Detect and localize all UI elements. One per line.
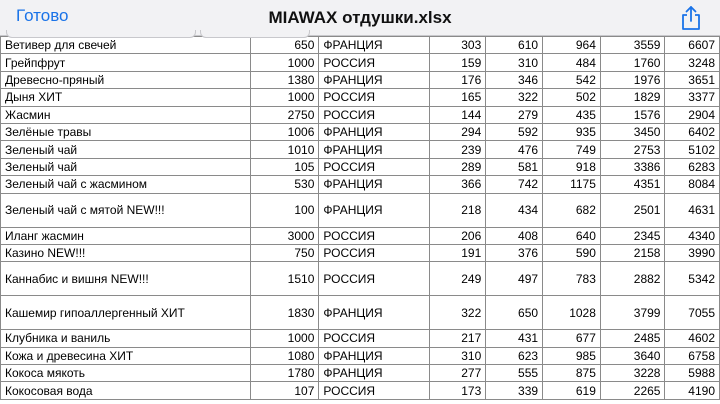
cell-value[interactable]: 322 bbox=[429, 296, 486, 330]
cell-value[interactable]: 435 bbox=[543, 106, 601, 123]
cell-country[interactable]: РОССИЯ bbox=[319, 330, 429, 347]
cell-name[interactable]: Зеленый чай bbox=[1, 158, 251, 175]
cell-value[interactable]: 1028 bbox=[543, 296, 601, 330]
table-row bbox=[1, 37, 720, 54]
cell-value[interactable]: 339 bbox=[486, 382, 543, 399]
cell-value[interactable]: 4351 bbox=[600, 176, 665, 193]
cell-value[interactable]: 1175 bbox=[543, 176, 601, 193]
cell-value[interactable]: 5342 bbox=[665, 262, 720, 296]
share-icon[interactable] bbox=[680, 5, 702, 31]
table-row bbox=[1, 193, 720, 227]
cell-value[interactable]: 217 bbox=[429, 330, 486, 347]
cell-name[interactable]: Кокоса мякоть bbox=[1, 365, 251, 382]
cell-value[interactable]: 176 bbox=[429, 71, 486, 88]
cell-value[interactable]: 6607 bbox=[665, 37, 720, 54]
cell-name[interactable]: Зелёные травы bbox=[1, 123, 251, 140]
cell-value[interactable]: 1576 bbox=[600, 106, 665, 123]
cell-value[interactable]: 191 bbox=[429, 244, 486, 261]
table-row bbox=[1, 71, 720, 88]
cell-value[interactable]: 249 bbox=[429, 262, 486, 296]
cell-value[interactable]: 159 bbox=[429, 54, 486, 71]
cell-country[interactable]: ФРАНЦИЯ bbox=[319, 193, 429, 227]
cell-value[interactable]: 1829 bbox=[600, 89, 665, 106]
cell-name[interactable]: Зеленый чай с мятой NEW!!! bbox=[1, 193, 251, 227]
cell-value[interactable]: 2485 bbox=[600, 330, 665, 347]
sheet-tab[interactable] bbox=[200, 30, 310, 38]
cell-name[interactable]: Грейпфрут bbox=[1, 54, 251, 71]
cell-value[interactable]: 783 bbox=[543, 262, 601, 296]
cell-value[interactable]: 8084 bbox=[665, 176, 720, 193]
cell-value[interactable]: 2904 bbox=[665, 106, 720, 123]
cell-quantity[interactable]: 1780 bbox=[251, 365, 319, 382]
cell-value[interactable]: 434 bbox=[486, 193, 543, 227]
cell-country[interactable]: ФРАНЦИЯ bbox=[319, 365, 429, 382]
cell-value[interactable]: 650 bbox=[486, 296, 543, 330]
table-row bbox=[1, 262, 720, 296]
sheet-tab[interactable] bbox=[6, 30, 196, 38]
cell-country[interactable]: РОССИЯ bbox=[319, 244, 429, 261]
cell-value[interactable]: 590 bbox=[543, 244, 601, 261]
cell-value[interactable]: 985 bbox=[543, 347, 601, 364]
cell-value[interactable]: 218 bbox=[429, 193, 486, 227]
cell-country[interactable]: ФРАНЦИЯ bbox=[319, 71, 429, 88]
cell-country[interactable]: ФРАНЦИЯ bbox=[319, 123, 429, 140]
cell-value[interactable]: 3450 bbox=[600, 123, 665, 140]
cell-value[interactable]: 640 bbox=[543, 227, 601, 244]
table-row bbox=[1, 106, 720, 123]
cell-quantity[interactable]: 1830 bbox=[251, 296, 319, 330]
cell-value[interactable]: 4631 bbox=[665, 193, 720, 227]
cell-value[interactable]: 3248 bbox=[665, 54, 720, 71]
cell-quantity[interactable]: 1010 bbox=[251, 141, 319, 158]
sheet-tab-strip bbox=[0, 30, 720, 38]
cell-country[interactable]: РОССИЯ bbox=[319, 158, 429, 175]
cell-value[interactable]: 476 bbox=[486, 141, 543, 158]
cell-value[interactable]: 555 bbox=[486, 365, 543, 382]
cell-quantity[interactable]: 1000 bbox=[251, 89, 319, 106]
cell-value[interactable]: 749 bbox=[543, 141, 601, 158]
cell-name[interactable]: Древесно-пряный bbox=[1, 71, 251, 88]
cell-name[interactable]: Ветивер для свечей bbox=[1, 37, 251, 54]
document-title: MIAWAX отдушки.xlsx bbox=[268, 7, 452, 27]
cell-value[interactable]: 206 bbox=[429, 227, 486, 244]
cell-value[interactable]: 3377 bbox=[665, 89, 720, 106]
cell-value[interactable]: 289 bbox=[429, 158, 486, 175]
cell-value[interactable]: 1976 bbox=[600, 71, 665, 88]
cell-value[interactable]: 2753 bbox=[600, 141, 665, 158]
cell-value[interactable]: 6758 bbox=[665, 347, 720, 364]
cell-value[interactable]: 322 bbox=[486, 89, 543, 106]
cell-value[interactable]: 6283 bbox=[665, 158, 720, 175]
cell-value[interactable]: 3640 bbox=[600, 347, 665, 364]
cell-value[interactable]: 2265 bbox=[600, 382, 665, 399]
cell-value[interactable]: 502 bbox=[543, 89, 601, 106]
cell-value[interactable]: 366 bbox=[429, 176, 486, 193]
cell-country[interactable]: РОССИЯ bbox=[319, 54, 429, 71]
cell-value[interactable]: 4340 bbox=[665, 227, 720, 244]
table-row bbox=[1, 89, 720, 106]
cell-quantity[interactable]: 1380 bbox=[251, 71, 319, 88]
data-table bbox=[0, 36, 720, 400]
table-row bbox=[1, 244, 720, 261]
cell-value[interactable]: 277 bbox=[429, 365, 486, 382]
cell-quantity[interactable]: 1000 bbox=[251, 330, 319, 347]
cell-value[interactable]: 875 bbox=[543, 365, 601, 382]
cell-quantity[interactable]: 1510 bbox=[251, 262, 319, 296]
cell-value[interactable]: 431 bbox=[486, 330, 543, 347]
table-row bbox=[1, 347, 720, 364]
cell-value[interactable]: 144 bbox=[429, 106, 486, 123]
cell-value[interactable]: 592 bbox=[486, 123, 543, 140]
cell-country[interactable]: ФРАНЦИЯ bbox=[319, 37, 429, 54]
cell-value[interactable]: 4602 bbox=[665, 330, 720, 347]
cell-country[interactable]: ФРАНЦИЯ bbox=[319, 176, 429, 193]
cell-value[interactable]: 2501 bbox=[600, 193, 665, 227]
cell-quantity[interactable]: 530 bbox=[251, 176, 319, 193]
cell-value[interactable]: 294 bbox=[429, 123, 486, 140]
cell-quantity[interactable]: 107 bbox=[251, 382, 319, 399]
cell-value[interactable]: 165 bbox=[429, 89, 486, 106]
cell-value[interactable]: 376 bbox=[486, 244, 543, 261]
cell-value[interactable]: 6402 bbox=[665, 123, 720, 140]
cell-value[interactable]: 918 bbox=[543, 158, 601, 175]
cell-name[interactable]: Жасмин bbox=[1, 106, 251, 123]
table-row bbox=[1, 330, 720, 347]
cell-name[interactable]: Клубника и ваниль bbox=[1, 330, 251, 347]
cell-name[interactable]: Кашемир гипоаллергенный ХИТ bbox=[1, 296, 251, 330]
table-row bbox=[1, 54, 720, 71]
cell-value[interactable]: 3799 bbox=[600, 296, 665, 330]
cell-quantity[interactable]: 3000 bbox=[251, 227, 319, 244]
table-row bbox=[1, 123, 720, 140]
cell-quantity[interactable]: 650 bbox=[251, 37, 319, 54]
cell-value[interactable]: 2345 bbox=[600, 227, 665, 244]
cell-value[interactable]: 3651 bbox=[665, 71, 720, 88]
cell-name[interactable]: Кожа и древесина ХИТ bbox=[1, 347, 251, 364]
cell-country[interactable]: РОССИЯ bbox=[319, 262, 429, 296]
cell-value[interactable]: 1760 bbox=[600, 54, 665, 71]
table-row bbox=[1, 227, 720, 244]
cell-value[interactable]: 935 bbox=[543, 123, 601, 140]
cell-country[interactable]: РОССИЯ bbox=[319, 227, 429, 244]
cell-country[interactable]: РОССИЯ bbox=[319, 382, 429, 399]
cell-quantity[interactable]: 100 bbox=[251, 193, 319, 227]
cell-value[interactable]: 346 bbox=[486, 71, 543, 88]
cell-name[interactable]: Дыня ХИТ bbox=[1, 89, 251, 106]
cell-value[interactable]: 310 bbox=[486, 54, 543, 71]
cell-name[interactable]: Кокосовая вода bbox=[1, 382, 251, 399]
spreadsheet[interactable] bbox=[0, 36, 720, 400]
cell-value[interactable]: 964 bbox=[543, 37, 601, 54]
cell-value[interactable]: 3559 bbox=[600, 37, 665, 54]
cell-value[interactable]: 5988 bbox=[665, 365, 720, 382]
cell-quantity[interactable]: 1080 bbox=[251, 347, 319, 364]
cell-value[interactable]: 7055 bbox=[665, 296, 720, 330]
cell-value[interactable]: 3228 bbox=[600, 365, 665, 382]
cell-quantity[interactable]: 2750 bbox=[251, 106, 319, 123]
table-row bbox=[1, 296, 720, 330]
cell-value[interactable]: 497 bbox=[486, 262, 543, 296]
cell-name[interactable]: Иланг жасмин bbox=[1, 227, 251, 244]
cell-value[interactable]: 2158 bbox=[600, 244, 665, 261]
cell-country[interactable]: РОССИЯ bbox=[319, 106, 429, 123]
cell-value[interactable]: 408 bbox=[486, 227, 543, 244]
table-row bbox=[1, 382, 720, 399]
cell-name[interactable]: Каннабис и вишня NEW!!! bbox=[1, 262, 251, 296]
done-button[interactable]: Готово bbox=[16, 6, 69, 25]
cell-value[interactable]: 542 bbox=[543, 71, 601, 88]
cell-value[interactable]: 5102 bbox=[665, 141, 720, 158]
table-row bbox=[1, 365, 720, 382]
cell-value[interactable]: 682 bbox=[543, 193, 601, 227]
table-row bbox=[1, 158, 720, 175]
cell-quantity[interactable]: 105 bbox=[251, 158, 319, 175]
cell-quantity[interactable]: 750 bbox=[251, 244, 319, 261]
cell-value[interactable]: 239 bbox=[429, 141, 486, 158]
cell-name[interactable]: Казино NEW!!! bbox=[1, 244, 251, 261]
cell-value[interactable]: 484 bbox=[543, 54, 601, 71]
cell-value[interactable]: 310 bbox=[429, 347, 486, 364]
cell-name[interactable]: Зеленый чай bbox=[1, 141, 251, 158]
cell-quantity[interactable]: 1006 bbox=[251, 123, 319, 140]
cell-value[interactable]: 677 bbox=[543, 330, 601, 347]
cell-value[interactable]: 3386 bbox=[600, 158, 665, 175]
cell-value[interactable]: 742 bbox=[486, 176, 543, 193]
cell-value[interactable]: 173 bbox=[429, 382, 486, 399]
cell-value[interactable]: 619 bbox=[543, 382, 601, 399]
cell-value[interactable]: 610 bbox=[486, 37, 543, 54]
cell-name[interactable]: Зеленый чай с жасмином bbox=[1, 176, 251, 193]
cell-value[interactable]: 581 bbox=[486, 158, 543, 175]
cell-country[interactable]: ФРАНЦИЯ bbox=[319, 141, 429, 158]
cell-country[interactable]: РОССИЯ bbox=[319, 89, 429, 106]
table-row bbox=[1, 176, 720, 193]
cell-country[interactable]: ФРАНЦИЯ bbox=[319, 347, 429, 364]
table-row bbox=[1, 141, 720, 158]
cell-value[interactable]: 623 bbox=[486, 347, 543, 364]
cell-quantity[interactable]: 1000 bbox=[251, 54, 319, 71]
cell-value[interactable]: 303 bbox=[429, 37, 486, 54]
cell-value[interactable]: 279 bbox=[486, 106, 543, 123]
cell-value[interactable]: 2882 bbox=[600, 262, 665, 296]
cell-country[interactable]: ФРАНЦИЯ bbox=[319, 296, 429, 330]
cell-value[interactable]: 4190 bbox=[665, 382, 720, 399]
cell-value[interactable]: 3990 bbox=[665, 244, 720, 261]
